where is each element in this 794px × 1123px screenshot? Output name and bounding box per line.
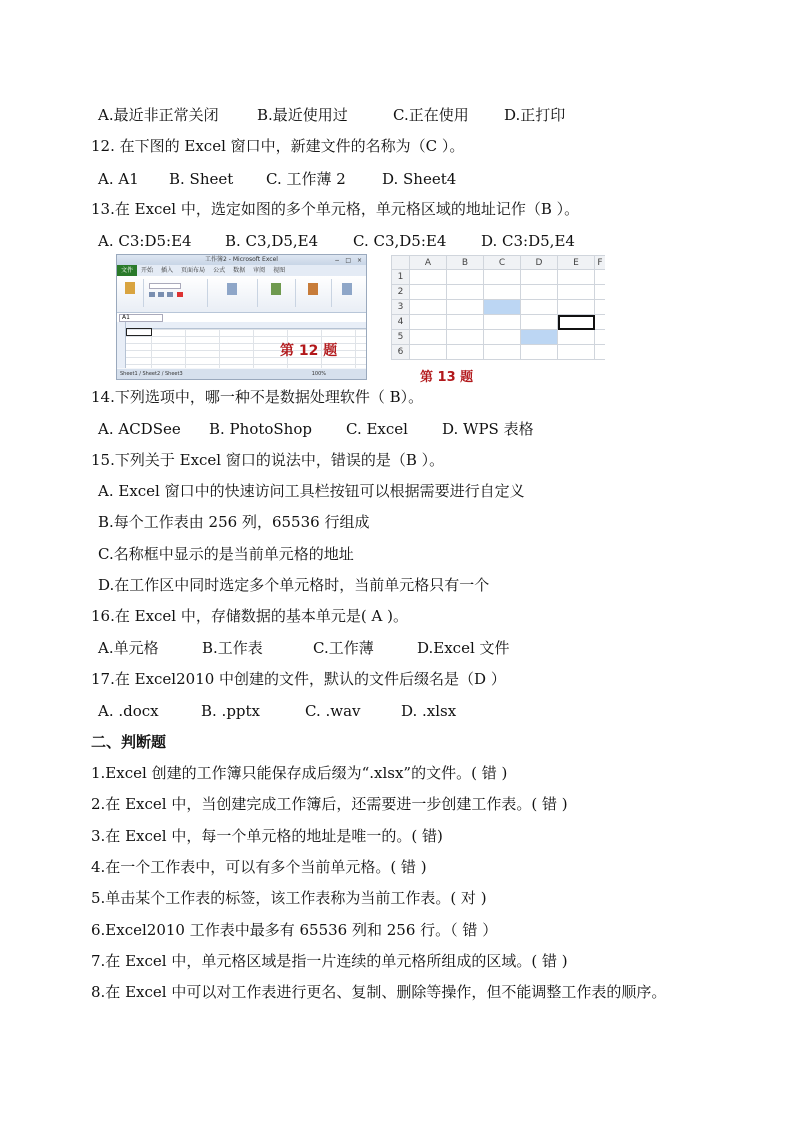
q13-option-c: C. C3,D5:E4: [353, 232, 447, 250]
q12-options: [98, 169, 456, 189]
underline-icon: [167, 292, 173, 297]
figure-12-caption: 第 12 题: [280, 343, 338, 359]
q16-option-a: A.单元格: [98, 639, 159, 657]
number-group: [259, 279, 296, 307]
q11-option-d: D.正打印: [504, 106, 566, 124]
q16-option-d: D.Excel 文件: [417, 639, 510, 657]
col-header-d: D: [521, 256, 558, 270]
excel-tab-layout: 页面布局: [181, 267, 206, 274]
q11-option-b: B.最近使用过: [257, 106, 348, 124]
name-box: A1: [119, 314, 163, 322]
col-header-c: C: [484, 256, 521, 270]
q12-option-b: B. Sheet: [169, 170, 234, 188]
clipboard-group: [119, 279, 144, 307]
selection-grid-figure: [391, 255, 605, 360]
q15-stem: 15.下列关于 Excel 窗口的说法中，错误的是（B ）。: [91, 451, 445, 469]
excel-tab-formulas: 公式: [213, 267, 226, 274]
q14-option-c: C. Excel: [346, 420, 408, 438]
q12-option-c: C. 工作薄 2: [266, 170, 346, 188]
q17-stem: 17.在 Excel2010 中创建的文件，默认的文件后缀名是（D ）: [91, 670, 506, 688]
row-header-3: 3: [392, 300, 410, 315]
q17-option-b: B. .pptx: [201, 702, 261, 720]
q13-options: [98, 231, 575, 251]
q11-option-a: A.最近非正常关闭: [98, 106, 219, 124]
col-header-a: A: [410, 256, 447, 270]
number-format-icon: [271, 283, 281, 295]
q14-options: [98, 419, 534, 439]
q11-options: [98, 105, 565, 125]
paste-icon: [125, 282, 135, 294]
active-cell-a1: [126, 328, 152, 336]
styles-group: [297, 279, 332, 307]
row-header-2: 2: [392, 285, 410, 300]
row-headers: [117, 322, 126, 368]
corner-cell: [392, 256, 410, 270]
zoom-level: 100%: [311, 371, 326, 377]
row-header-4: 4: [392, 315, 410, 330]
q15-option-d: D.在工作区中同时选定多个单元格时，当前单元格只有一个: [98, 576, 490, 594]
align-icon: [227, 283, 237, 295]
q13-stem: 13.在 Excel 中，选定如图的多个单元格，单元格区域的地址记作（B ）。: [91, 200, 580, 218]
tf-item-7: 7.在 Excel 中，单元格区域是指一片连续的单元格所组成的区域。( 错 ): [91, 952, 568, 970]
section-2-heading: 二、判断题: [91, 733, 167, 751]
q12-option-a: A. A1: [98, 170, 139, 188]
cells-icon: [342, 283, 352, 295]
figure-13-caption: 第 13 题: [420, 370, 474, 385]
tf-item-6: 6.Excel2010 工作表中最多有 65536 列和 256 行。（ 错 ）: [91, 921, 498, 939]
q16-option-c: C.工作薄: [313, 639, 374, 657]
excel-window-title: 工作簿2 - Microsoft Excel: [205, 256, 278, 263]
status-bar: [117, 369, 366, 379]
q17-options: [98, 701, 456, 721]
column-headers: [117, 322, 366, 329]
q17-option-a: A. .docx: [98, 702, 159, 720]
q16-option-b: B.工作表: [202, 639, 263, 657]
q11-option-c: C.正在使用: [393, 106, 469, 124]
tf-item-1: 1.Excel 创建的工作簿只能保存成后缀为“.xlsx”的文件。( 错 ): [91, 764, 508, 782]
alignment-group: [209, 279, 258, 307]
col-header-b: B: [447, 256, 484, 270]
row-header-5: 5: [392, 330, 410, 345]
excel-title-bar: [117, 255, 366, 265]
col-header-f: F: [595, 256, 606, 270]
tf-item-8: 8.在 Excel 中可以对工作表进行更名、复制、删除等操作，但不能调整工作表的顺序。: [91, 983, 667, 1001]
q14-option-a: A. ACDSee: [98, 420, 181, 438]
excel-tab-view: 视图: [273, 267, 286, 274]
font-group: [145, 279, 208, 307]
excel-tab-home: 开始: [141, 267, 154, 274]
excel-ribbon: [117, 276, 366, 313]
sheet-tabs-label: Sheet1 / Sheet2 / Sheet3: [120, 371, 183, 377]
excel-tab-data: 数据: [233, 267, 246, 274]
tf-item-3: 3.在 Excel 中，每一个单元格的地址是唯一的。( 错): [91, 827, 443, 845]
cells-group: [333, 279, 363, 307]
q13-option-d: D. C3:D5,E4: [481, 232, 575, 250]
excel-tab-insert: 插入: [161, 267, 174, 274]
q17-option-d: D. .xlsx: [401, 702, 457, 720]
cell-e4-current: [558, 315, 595, 330]
tf-item-4: 4.在一个工作表中，可以有多个当前单元格。( 错 ): [91, 858, 427, 876]
bold-icon: [149, 292, 155, 297]
window-controls-icon: − □ ×: [334, 257, 364, 264]
q15-option-a: A. Excel 窗口中的快速访问工具栏按钮可以根据需要进行自定义: [98, 482, 525, 500]
q14-stem: 14.下列选项中，哪一种不是数据处理软件（ B）。: [91, 388, 424, 406]
excel-ribbon-tabs: [117, 265, 366, 276]
tf-item-2: 2.在 Excel 中，当创建完成工作簿后，还需要进一步创建工作表。( 错 ): [91, 795, 568, 813]
excel-tab-file: 文件: [117, 265, 137, 276]
col-header-e: E: [558, 256, 595, 270]
q15-option-b: B.每个工作表由 256 列，65536 行组成: [98, 513, 370, 531]
cell-c3-selected: [484, 300, 521, 315]
q16-stem: 16.在 Excel 中，存储数据的基本单元是( A )。: [91, 607, 408, 625]
q12-option-d: D. Sheet4: [382, 170, 457, 188]
row-header-1: 1: [392, 270, 410, 285]
tf-item-5: 5.单击某个工作表的标签，该工作表称为当前工作表。( 对 ): [91, 889, 487, 907]
styles-icon: [308, 283, 318, 295]
font-name-box: [149, 283, 181, 289]
excel-tab-review: 审阅: [253, 267, 266, 274]
italic-icon: [158, 292, 164, 297]
q17-option-c: C. .wav: [305, 702, 361, 720]
q12-stem: 12. 在下图的 Excel 窗口中，新建文件的名称为（C ）。: [91, 137, 465, 155]
font-color-icon: [177, 292, 183, 297]
q13-option-a: A. C3:D5:E4: [98, 232, 192, 250]
row-header-6: 6: [392, 345, 410, 360]
q15-option-c: C.名称框中显示的是当前单元格的地址: [98, 545, 354, 563]
q14-option-b: B. PhotoShop: [209, 420, 312, 438]
q13-option-b: B. C3,D5,E4: [225, 232, 319, 250]
q16-options: [98, 638, 510, 658]
excel-window-figure: [116, 254, 367, 380]
q14-option-d: D. WPS 表格: [442, 420, 534, 438]
cell-d5-selected: [521, 330, 558, 345]
